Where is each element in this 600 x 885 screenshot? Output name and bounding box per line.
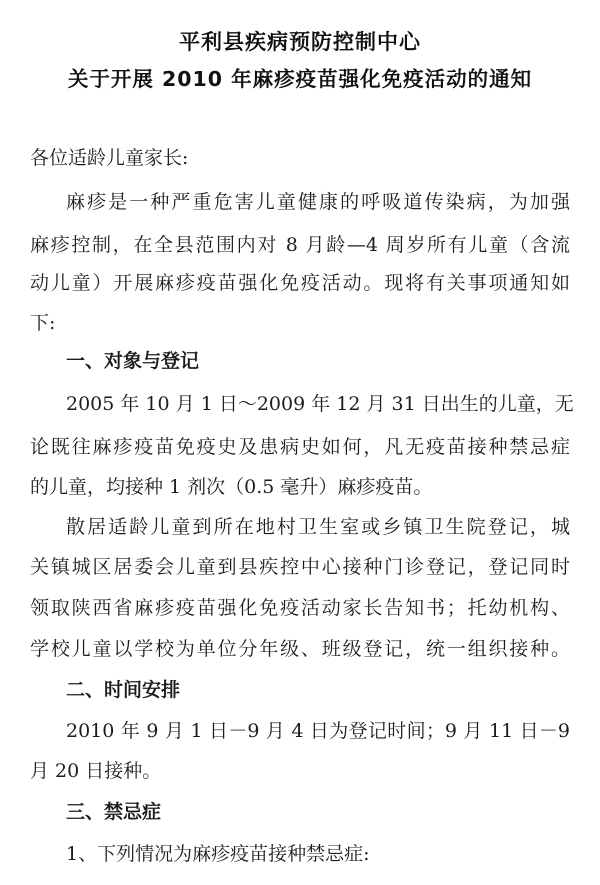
organization-title: 平利县疾病预防控制中心 [179, 30, 421, 54]
paragraph-line: 2005 年 10 月 1 日～2009 年 12 月 31 日出生的儿童，无 [66, 393, 574, 415]
paragraph-line: 的儿童，均接种 1 剂次（0.5 毫升）麻疹疫苗。 [30, 476, 433, 498]
paragraph-line: 月 20 日接种。 [30, 760, 162, 782]
paragraph-line: 学校儿童以学校为单位分年级、班级登记，统一组织接种。 [30, 638, 570, 660]
paragraph-line: 下: [30, 312, 56, 334]
paragraph-line: 麻疹控制，在全县范围内对 8 月龄—4 周岁所有儿童（含流 [30, 234, 570, 256]
list-item: 1、下列情况为麻疹疫苗接种禁忌症: [66, 843, 370, 865]
section-heading-subjects: 一、对象与登记 [66, 350, 200, 372]
paragraph-line: 动儿童）开展麻疹疫苗强化免疫活动。现将有关事项通知如 [30, 272, 570, 294]
paragraph-line: 2010 年 9 月 1 日－9 月 4 日为登记时间；9 月 11 日－9 [66, 720, 570, 742]
paragraph-line: 论既往麻疹疫苗免疫史及患病史如何，凡无疫苗接种禁忌症 [30, 436, 570, 458]
section-heading-contraindications: 三、禁忌症 [66, 801, 162, 823]
salutation: 各位适龄儿童家长: [30, 147, 189, 169]
paragraph-line: 领取陕西省麻疹疫苗强化免疫活动家长告知书；托幼机构、 [30, 597, 570, 619]
paragraph-line: 关镇城区居委会儿童到县疾控中心接种门诊登记，登记同时 [30, 556, 570, 578]
paragraph-line: 麻疹是一种严重危害儿童健康的呼吸道传染病，为加强 [66, 191, 570, 213]
section-heading-schedule: 二、时间安排 [66, 679, 181, 701]
paragraph-line: 散居适龄儿童到所在地村卫生室或乡镇卫生院登记，城 [66, 516, 570, 538]
notice-title: 关于开展 2010 年麻疹疫苗强化免疫活动的通知 [67, 67, 533, 91]
